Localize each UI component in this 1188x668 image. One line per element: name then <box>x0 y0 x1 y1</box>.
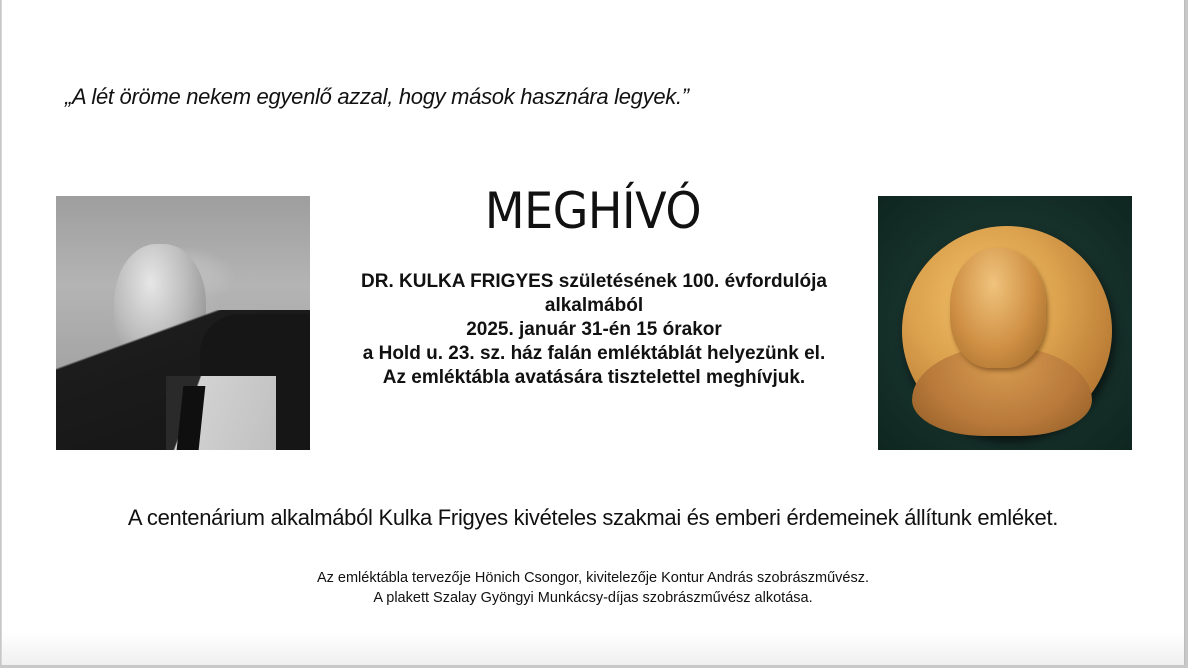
event-date: 2025. január 31-én 15 órakor <box>466 319 722 340</box>
credits <box>2 568 1184 608</box>
credits-line-2: A plakett Szalay Gyöngyi Munkácsy-díjas szobrászművész alkotása. <box>373 590 813 606</box>
invitation-details <box>322 270 866 390</box>
medal-head-relief <box>950 248 1046 368</box>
credits-line-1: Az emléktábla tervezője Hönich Csongor, kivitelezője Kontur András szobrászművész. <box>316 570 870 586</box>
details-line-2: alkalmából <box>544 295 644 316</box>
invitation-title: MEGHÍVÓ <box>484 182 702 240</box>
details-line-1 <box>322 270 866 294</box>
event-location: a Hold u. 23. sz. ház falán emléktáblát helyezünk el. <box>362 343 826 364</box>
invitation-line: Az emléktábla avatására tisztelettel meghívjuk. <box>382 367 806 388</box>
invitation-page <box>1 0 1185 665</box>
anniversary-text: születésének 100. évfordulója <box>553 271 827 292</box>
bronze-medal <box>902 226 1112 436</box>
tribute-text: A centenárium alkalmából Kulka Frigyes kivételes szakmai és emberi érdemeinek állítunk emléket. <box>127 505 1059 530</box>
bronze-plaque-photo <box>878 196 1132 450</box>
quote-text: „A lét öröme nekem egyenlő azzal, hogy mások hasznára legyek.” <box>65 84 689 109</box>
honoree-name: DR. KULKA FRIGYES <box>361 271 554 292</box>
